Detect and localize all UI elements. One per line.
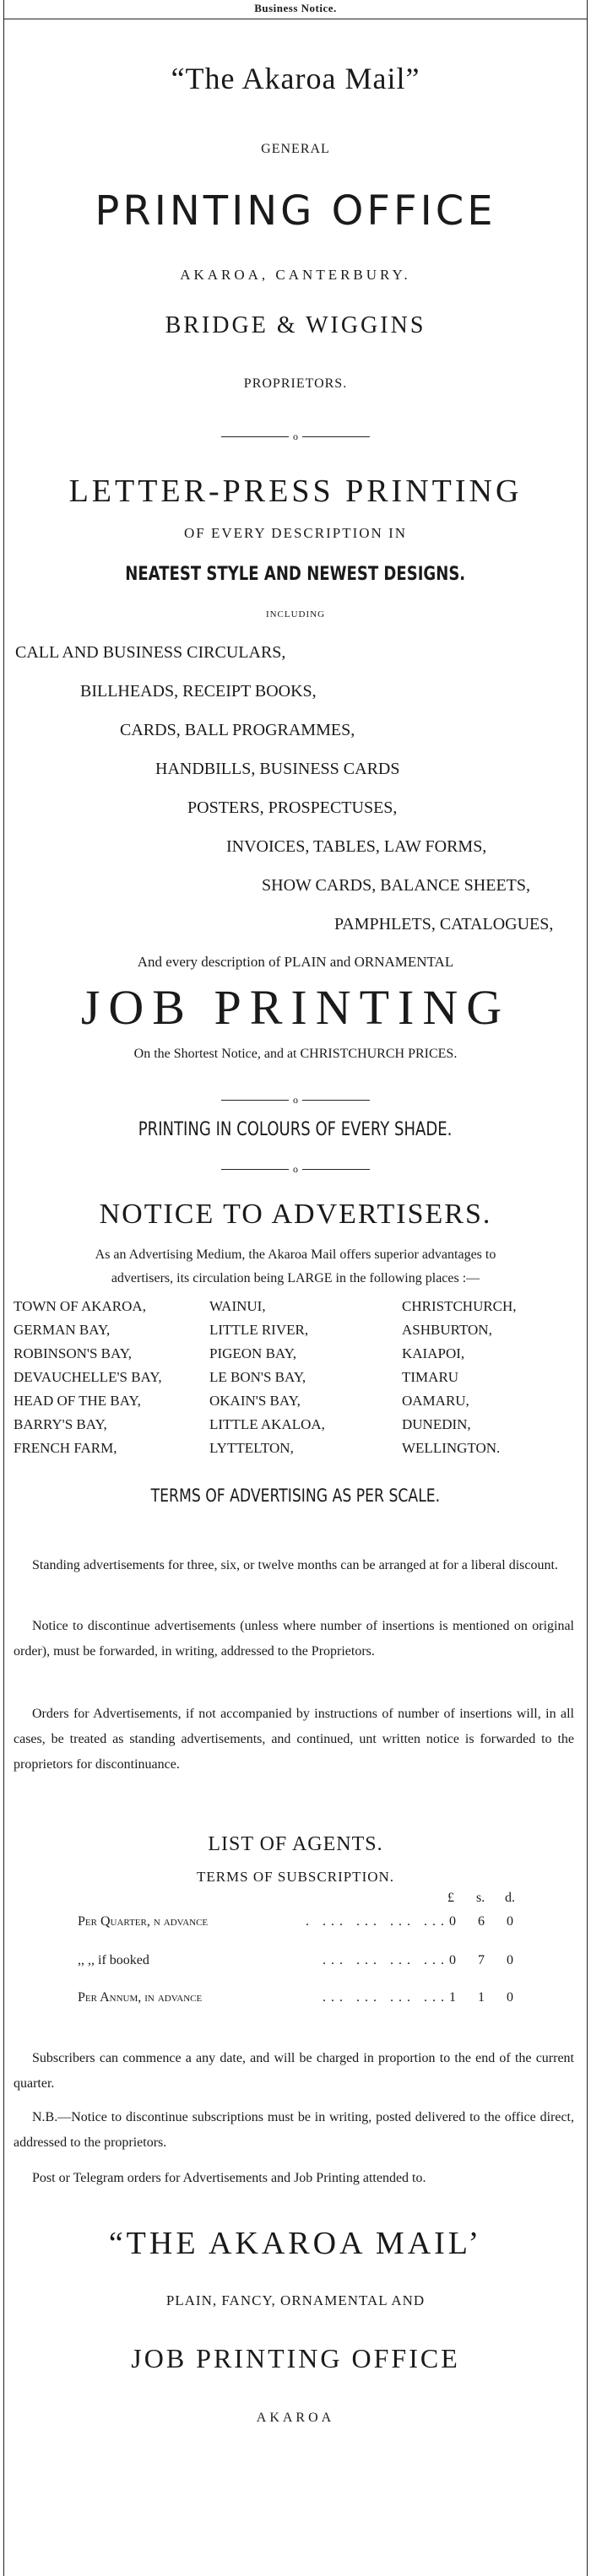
- table-row: [14, 1298, 571, 1318]
- places-table: [14, 1298, 579, 1464]
- ornament-divider: o: [221, 430, 370, 444]
- job-printing-title: JOB PRINTING: [80, 980, 511, 1035]
- list-item: PAMPHLETS, CATALOGUES,: [334, 915, 554, 934]
- list-item: CARDS, BALL PROGRAMMES,: [120, 721, 355, 739]
- general-label: GENERAL: [261, 142, 330, 156]
- subscription-label: ,, ,, if booked: [78, 1953, 149, 1967]
- colours-line: [0, 1119, 591, 1140]
- neatest-style-text: NEATEST STYLE AND NEWEST DESIGNS.: [125, 564, 466, 585]
- footer-plain-fancy: PLAIN, FANCY, ORNAMENTAL AND: [165, 2292, 426, 2308]
- paper-name: “The Akaroa Mail”: [171, 62, 420, 95]
- proprietors-label: PROPRIETORS.: [243, 376, 348, 391]
- table-row: [14, 1369, 571, 1389]
- pounds-value: 1: [449, 1990, 456, 2005]
- pounds-value: 0: [449, 1914, 456, 1929]
- paragraph-text: Subscribers can commence a any date, and will be charged in proportion to the end of the current quarter.: [14, 2051, 574, 2091]
- shillings-value: 1: [478, 1990, 485, 2005]
- paragraph: [14, 2166, 574, 2191]
- table-row: [78, 1953, 534, 1973]
- table-row: [14, 1345, 571, 1366]
- ornament-divider: o: [221, 1163, 370, 1177]
- of-every-description: OF EVERY DESCRIPTION IN: [183, 525, 408, 541]
- place: DEVAUCHELLE'S BAY,: [14, 1369, 162, 1385]
- shortest-notice: On the Shortest Notice, and at CHRISTCHURCH PRICES.: [133, 1047, 458, 1061]
- paragraph: [14, 2046, 574, 2097]
- place: DUNEDIN,: [402, 1416, 471, 1432]
- paragraph: [14, 1553, 574, 1578]
- shillings-value: 6: [478, 1914, 485, 1929]
- paragraph-text: Orders for Advertisements, if not accompanied by instructions of number of insertions will, in all cases, be treated as standing advertisements, and continued, unt written notice is forwarded to the proprietors for discontinuance.: [14, 1707, 574, 1772]
- paragraph-text: Notice to discontinue advertisements (unless where number of insertions is mentioned on original order), must be forwarded, in writing, addressed to the Proprietors.: [14, 1619, 574, 1659]
- place: GERMAN BAY,: [14, 1322, 111, 1338]
- ornament-divider: o: [221, 1094, 370, 1107]
- list-item: HANDBILLS, BUSINESS CARDS: [155, 760, 400, 778]
- subscription-title: TERMS OF SUBSCRIPTION.: [196, 1869, 395, 1885]
- footer-akaroa: AKAROA: [256, 2411, 335, 2425]
- including-label: INCLUDING: [265, 609, 326, 620]
- subscription-label: Per Annum, in advance: [78, 1990, 203, 2005]
- place: PIGEON BAY,: [209, 1345, 296, 1361]
- list-item: POSTERS, PROSPECTUSES,: [187, 798, 398, 817]
- place: ROBINSON'S BAY,: [14, 1345, 133, 1361]
- place: TOWN OF AKAROA,: [14, 1298, 146, 1314]
- place: LITTLE AKALOA,: [209, 1416, 325, 1432]
- printing-in-colours: PRINTING IN COLOURS OF EVERY SHADE.: [138, 1119, 453, 1140]
- place: BARRY'S BAY,: [14, 1416, 107, 1432]
- table-row: [14, 1322, 571, 1342]
- paragraph-text: Post or Telegram orders for Advertisements and Job Printing attended to.: [32, 2171, 426, 2185]
- neatest-style-line: [0, 564, 591, 585]
- pence-value: 0: [507, 1953, 513, 1967]
- pounds-value: 0: [449, 1953, 456, 1967]
- masthead-label: Business Notice.: [254, 2, 337, 14]
- subscription-label: Per Quarter, n advance: [78, 1914, 209, 1929]
- place: FRENCH FARM,: [14, 1440, 117, 1456]
- place: ASHBURTON,: [402, 1322, 492, 1338]
- agents-title: LIST OF AGENTS.: [208, 1833, 383, 1855]
- place: OKAIN'S BAY,: [209, 1393, 301, 1409]
- table-row: [14, 1416, 571, 1437]
- place: OAMARU,: [402, 1393, 469, 1409]
- and-every-description: And every description of PLAIN and ORNAMENTAL: [137, 954, 454, 970]
- place: WAINUI,: [209, 1298, 266, 1314]
- table-row: [78, 1914, 534, 1935]
- table-row: [14, 1393, 571, 1413]
- terms-of-advertising: TERMS OF ADVERTISING AS PER SCALE.: [150, 1486, 441, 1506]
- printing-office-title: PRINTING OFFICE: [95, 187, 496, 235]
- paragraph-text: Standing advertisements for three, six, or twelve months can be arranged at for a liberal discount.: [32, 1558, 558, 1572]
- paragraph: [14, 1614, 574, 1664]
- leader-dots: ... ... ... ...: [323, 1990, 449, 2005]
- paragraph-text: N.B.—Notice to discontinue subscriptions must be in writing, posted delivered to the office direct, addressed to the proprietors.: [14, 2110, 574, 2150]
- list-item: INVOICES, TABLES, LAW FORMS,: [226, 837, 487, 856]
- place: LE BON'S BAY,: [209, 1369, 306, 1385]
- pence-value: 0: [507, 1914, 513, 1929]
- pence-header: d.: [505, 1891, 515, 1905]
- letterpress-title: LETTER-PRESS PRINTING: [68, 474, 523, 509]
- place: CHRISTCHURCH,: [402, 1298, 517, 1314]
- place: LYTTELTON,: [209, 1440, 294, 1456]
- list-item: SHOW CARDS, BALANCE SHEETS,: [262, 876, 530, 895]
- place: HEAD OF THE BAY,: [14, 1393, 141, 1409]
- paragraph: [14, 1702, 574, 1778]
- firm-name: BRIDGE & WIGGINS: [165, 312, 426, 338]
- advertisers-intro-2: advertisers, its circulation being LARGE in the following places :—: [111, 1271, 480, 1285]
- shillings-value: 7: [478, 1953, 485, 1967]
- paragraph: [14, 2105, 574, 2156]
- footer-paper-name: “THE AKAROA MAIL’: [108, 2226, 483, 2261]
- table-row: [78, 1990, 534, 2010]
- shillings-header: s.: [476, 1891, 485, 1905]
- currency-header: [78, 1891, 534, 1911]
- list-item: BILLHEADS, RECEIPT BOOKS,: [80, 682, 317, 701]
- pence-value: 0: [507, 1990, 513, 2005]
- footer-job-printing-office: JOB PRINTING OFFICE: [131, 2343, 460, 2373]
- advertisers-intro-1: As an Advertising Medium, the Akaroa Mail offers superior advantages to: [95, 1247, 496, 1262]
- pounds-header: £: [447, 1891, 454, 1905]
- place: KAIAPOI,: [402, 1345, 465, 1361]
- place: TIMARU: [402, 1369, 459, 1385]
- table-row: [14, 1440, 571, 1460]
- place: WELLINGTON.: [402, 1440, 501, 1456]
- advertisers-title: NOTICE TO ADVERTISERS.: [99, 1199, 492, 1230]
- location-label: AKAROA, CANTERBURY.: [180, 267, 411, 283]
- list-item: CALL AND BUSINESS CIRCULARS,: [15, 643, 286, 662]
- terms-line: [0, 1486, 591, 1506]
- leader-dots: . ... ... ... ...: [306, 1914, 449, 1929]
- leader-dots: ... ... ... ...: [323, 1953, 449, 1967]
- place: LITTLE RIVER,: [209, 1322, 309, 1338]
